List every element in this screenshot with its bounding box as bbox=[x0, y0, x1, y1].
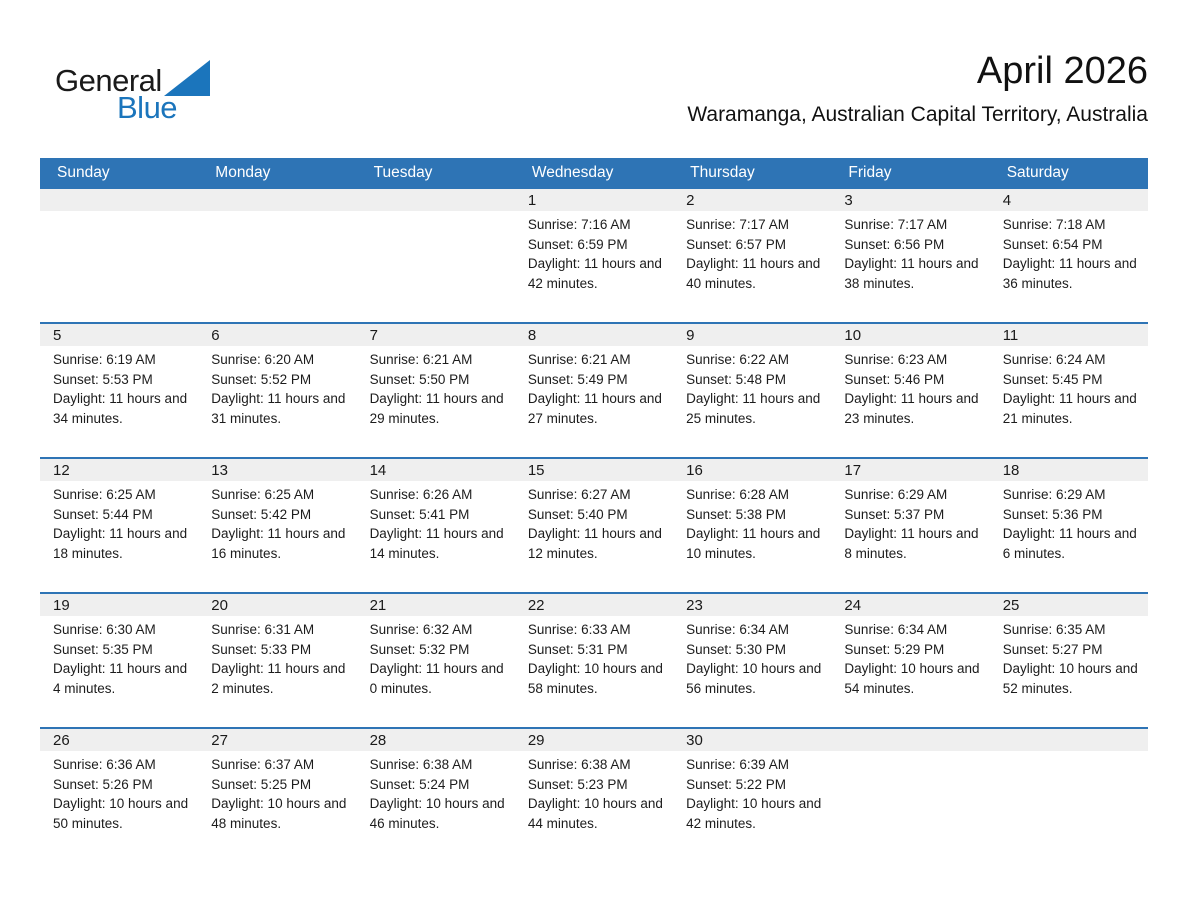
sunset-text: Sunset: 5:36 PM bbox=[1002, 506, 1103, 522]
day-cell-7 bbox=[357, 324, 515, 457]
day-details bbox=[370, 481, 509, 563]
day-cell-30 bbox=[673, 729, 831, 862]
day-details bbox=[686, 751, 825, 833]
day-details bbox=[370, 616, 509, 698]
empty-day-cell bbox=[40, 189, 198, 322]
location-subtitle: Waramanga, Australian Capital Territory, Australia bbox=[687, 102, 1148, 126]
sunset-text: Sunset: 5:31 PM bbox=[527, 641, 628, 657]
sunrise-text: Sunrise: 7:16 AM bbox=[527, 217, 631, 232]
day-details bbox=[528, 211, 667, 293]
day-number: 22 bbox=[527, 596, 545, 614]
sunset-text: Sunset: 5:42 PM bbox=[211, 506, 312, 522]
day-details bbox=[844, 211, 983, 293]
sunset-text: Sunset: 6:56 PM bbox=[844, 236, 945, 252]
daylight-text: Daylight: 11 hours and 10 minutes. bbox=[686, 526, 821, 561]
day-details bbox=[1003, 481, 1142, 563]
sunset-text: Sunset: 5:29 PM bbox=[844, 641, 945, 657]
sunset-text: Sunset: 5:41 PM bbox=[369, 506, 470, 522]
day-details bbox=[1003, 616, 1142, 698]
sunrise-text: Sunrise: 6:38 AM bbox=[527, 757, 631, 772]
general-blue-logo bbox=[55, 60, 255, 140]
sunset-text: Sunset: 5:40 PM bbox=[527, 506, 628, 522]
daylight-text: Daylight: 10 hours and 42 minutes. bbox=[686, 796, 822, 831]
sunset-text: Sunset: 5:30 PM bbox=[686, 641, 786, 657]
logo-text-general: General bbox=[55, 63, 162, 98]
sunrise-text: Sunrise: 6:35 AM bbox=[1002, 622, 1106, 637]
day-details bbox=[528, 481, 667, 563]
day-details bbox=[53, 346, 192, 428]
day-cell-24 bbox=[831, 594, 989, 727]
day-number: 26 bbox=[53, 731, 70, 749]
day-cell-17 bbox=[831, 459, 989, 592]
day-number: 4 bbox=[1002, 191, 1012, 209]
calendar-grid bbox=[40, 187, 1148, 862]
sunset-text: Sunset: 6:59 PM bbox=[527, 236, 628, 252]
daylight-text: Daylight: 11 hours and 40 minutes. bbox=[686, 256, 821, 291]
sunrise-text: Sunrise: 6:29 AM bbox=[844, 487, 948, 502]
daylight-text: Daylight: 11 hours and 21 minutes. bbox=[1002, 391, 1137, 426]
day-details bbox=[211, 346, 350, 428]
daylight-text: Daylight: 11 hours and 27 minutes. bbox=[527, 391, 662, 426]
day-cell-12 bbox=[40, 459, 198, 592]
day-number: 5 bbox=[53, 326, 62, 344]
day-number: 18 bbox=[1002, 461, 1020, 479]
sunrise-text: Sunrise: 6:26 AM bbox=[369, 487, 473, 502]
week-row-2 bbox=[40, 322, 1148, 457]
day-cell-4 bbox=[990, 189, 1148, 322]
day-number: 24 bbox=[844, 596, 862, 614]
day-details bbox=[686, 211, 825, 293]
day-number: 19 bbox=[53, 596, 70, 614]
day-cell-2 bbox=[673, 189, 831, 322]
weekday-header-sunday: Sunday bbox=[57, 164, 110, 181]
sunrise-text: Sunrise: 6:32 AM bbox=[369, 622, 473, 637]
sunrise-text: Sunrise: 6:38 AM bbox=[369, 757, 473, 772]
day-number: 17 bbox=[844, 461, 862, 479]
daylight-text: Daylight: 10 hours and 46 minutes. bbox=[369, 796, 505, 831]
day-cell-23 bbox=[673, 594, 831, 727]
sunset-text: Sunset: 5:46 PM bbox=[844, 371, 945, 387]
sunrise-text: Sunrise: 6:21 AM bbox=[369, 352, 473, 367]
sunrise-text: Sunrise: 6:29 AM bbox=[1002, 487, 1106, 502]
day-number: 30 bbox=[686, 731, 703, 749]
daylight-text: Daylight: 11 hours and 8 minutes. bbox=[844, 526, 979, 561]
day-number: 3 bbox=[844, 191, 853, 209]
weekday-header-thursday: Thursday bbox=[690, 164, 755, 181]
sunset-text: Sunset: 5:50 PM bbox=[369, 371, 470, 387]
week-row-4 bbox=[40, 592, 1148, 727]
day-cell-25 bbox=[990, 594, 1148, 727]
calendar-table bbox=[40, 158, 1148, 862]
day-number: 12 bbox=[53, 461, 70, 479]
sunset-text: Sunset: 6:57 PM bbox=[686, 236, 786, 252]
day-details bbox=[528, 751, 667, 833]
weekday-header-wednesday: Wednesday bbox=[531, 164, 614, 181]
day-number: 2 bbox=[686, 191, 695, 209]
daylight-text: Daylight: 10 hours and 52 minutes. bbox=[1002, 661, 1138, 696]
day-cell-28 bbox=[357, 729, 515, 862]
daylight-text: Daylight: 10 hours and 50 minutes. bbox=[53, 796, 189, 831]
sunset-text: Sunset: 5:38 PM bbox=[686, 506, 786, 522]
sunset-text: Sunset: 5:52 PM bbox=[211, 371, 312, 387]
sunrise-text: Sunrise: 6:25 AM bbox=[53, 487, 156, 502]
daylight-text: Daylight: 11 hours and 34 minutes. bbox=[53, 391, 188, 426]
weekday-header-row bbox=[40, 158, 1148, 187]
daylight-text: Daylight: 11 hours and 6 minutes. bbox=[1002, 526, 1137, 561]
sunrise-text: Sunrise: 6:20 AM bbox=[211, 352, 315, 367]
sunset-text: Sunset: 5:32 PM bbox=[369, 641, 470, 657]
daylight-text: Daylight: 11 hours and 36 minutes. bbox=[1002, 256, 1137, 291]
sunrise-text: Sunrise: 7:17 AM bbox=[686, 217, 789, 232]
daylight-text: Daylight: 11 hours and 16 minutes. bbox=[211, 526, 346, 561]
day-number: 11 bbox=[1002, 326, 1019, 344]
day-number: 6 bbox=[211, 326, 220, 344]
sunset-text: Sunset: 5:26 PM bbox=[53, 776, 153, 792]
sunrise-text: Sunrise: 6:21 AM bbox=[527, 352, 631, 367]
daylight-text: Daylight: 11 hours and 38 minutes. bbox=[844, 256, 979, 291]
month-title: April 2026 bbox=[976, 50, 1148, 92]
day-details bbox=[211, 616, 350, 698]
day-number: 15 bbox=[527, 461, 545, 479]
daylight-text: Daylight: 10 hours and 44 minutes. bbox=[527, 796, 663, 831]
sunrise-text: Sunrise: 6:31 AM bbox=[211, 622, 315, 637]
sunset-text: Sunset: 5:23 PM bbox=[527, 776, 628, 792]
day-details bbox=[844, 346, 983, 428]
sunrise-text: Sunrise: 6:28 AM bbox=[686, 487, 789, 502]
sunset-text: Sunset: 5:24 PM bbox=[369, 776, 470, 792]
daylight-text: Daylight: 11 hours and 42 minutes. bbox=[527, 256, 662, 291]
sunset-text: Sunset: 5:35 PM bbox=[53, 641, 153, 657]
day-number: 1 bbox=[527, 191, 537, 209]
day-details bbox=[211, 481, 350, 563]
day-cell-18 bbox=[990, 459, 1148, 592]
empty-day-cell bbox=[831, 729, 989, 862]
day-details bbox=[1003, 346, 1142, 428]
day-number: 20 bbox=[211, 596, 228, 614]
day-cell-11 bbox=[990, 324, 1148, 457]
sunrise-text: Sunrise: 6:36 AM bbox=[53, 757, 156, 772]
sunrise-text: Sunrise: 6:33 AM bbox=[527, 622, 631, 637]
day-number: 28 bbox=[369, 731, 387, 749]
sunrise-text: Sunrise: 6:25 AM bbox=[211, 487, 315, 502]
sunset-text: Sunset: 5:27 PM bbox=[1002, 641, 1103, 657]
page-header bbox=[40, 50, 1148, 150]
daylight-text: Daylight: 11 hours and 2 minutes. bbox=[211, 661, 346, 696]
sunrise-text: Sunrise: 6:22 AM bbox=[686, 352, 789, 367]
day-details bbox=[686, 616, 825, 698]
sunrise-text: Sunrise: 6:39 AM bbox=[686, 757, 789, 772]
daylight-text: Daylight: 10 hours and 56 minutes. bbox=[686, 661, 822, 696]
weekday-header-monday: Monday bbox=[215, 164, 271, 181]
day-details bbox=[53, 616, 192, 698]
week-row-3 bbox=[40, 457, 1148, 592]
sunrise-text: Sunrise: 7:18 AM bbox=[1002, 217, 1106, 232]
daylight-text: Daylight: 11 hours and 12 minutes. bbox=[527, 526, 662, 561]
daylight-text: Daylight: 10 hours and 58 minutes. bbox=[527, 661, 663, 696]
day-number: 9 bbox=[686, 326, 695, 344]
sunrise-text: Sunrise: 6:34 AM bbox=[686, 622, 789, 637]
daylight-text: Daylight: 11 hours and 29 minutes. bbox=[369, 391, 504, 426]
sunset-text: Sunset: 5:37 PM bbox=[844, 506, 945, 522]
day-cell-20 bbox=[198, 594, 356, 727]
daylight-text: Daylight: 10 hours and 48 minutes. bbox=[211, 796, 347, 831]
sunrise-text: Sunrise: 6:37 AM bbox=[211, 757, 315, 772]
day-number: 7 bbox=[369, 326, 378, 344]
day-cell-16 bbox=[673, 459, 831, 592]
day-cell-19 bbox=[40, 594, 198, 727]
sunrise-text: Sunrise: 6:27 AM bbox=[527, 487, 631, 502]
day-cell-13 bbox=[198, 459, 356, 592]
daylight-text: Daylight: 11 hours and 14 minutes. bbox=[369, 526, 504, 561]
sunrise-text: Sunrise: 6:30 AM bbox=[53, 622, 156, 637]
day-number: 8 bbox=[527, 326, 537, 344]
week-row-1 bbox=[40, 187, 1148, 322]
sunset-text: Sunset: 5:53 PM bbox=[53, 371, 153, 387]
day-number: 16 bbox=[686, 461, 703, 479]
day-number: 13 bbox=[211, 461, 228, 479]
sunrise-text: Sunrise: 7:17 AM bbox=[844, 217, 948, 232]
sunset-text: Sunset: 5:22 PM bbox=[686, 776, 786, 792]
week-row-5 bbox=[40, 727, 1148, 862]
day-cell-5 bbox=[40, 324, 198, 457]
day-number: 10 bbox=[844, 326, 862, 344]
day-details bbox=[528, 346, 667, 428]
weekday-header-tuesday: Tuesday bbox=[373, 164, 433, 181]
day-details bbox=[53, 751, 192, 833]
daylight-text: Daylight: 11 hours and 0 minutes. bbox=[369, 661, 504, 696]
sunrise-text: Sunrise: 6:23 AM bbox=[844, 352, 948, 367]
day-details bbox=[686, 346, 825, 428]
weekday-header-friday: Friday bbox=[848, 164, 892, 181]
sunrise-text: Sunrise: 6:19 AM bbox=[53, 352, 156, 367]
day-cell-8 bbox=[515, 324, 673, 457]
daylight-text: Daylight: 11 hours and 31 minutes. bbox=[211, 391, 346, 426]
day-details bbox=[370, 346, 509, 428]
sunset-text: Sunset: 5:45 PM bbox=[1002, 371, 1103, 387]
day-cell-15 bbox=[515, 459, 673, 592]
daylight-text: Daylight: 10 hours and 54 minutes. bbox=[844, 661, 980, 696]
day-details bbox=[1003, 211, 1142, 293]
day-cell-22 bbox=[515, 594, 673, 727]
day-cell-6 bbox=[198, 324, 356, 457]
day-number: 23 bbox=[686, 596, 703, 614]
daylight-text: Daylight: 11 hours and 23 minutes. bbox=[844, 391, 979, 426]
day-cell-10 bbox=[831, 324, 989, 457]
empty-day-cell bbox=[990, 729, 1148, 862]
day-details bbox=[370, 751, 509, 833]
sunset-text: Sunset: 6:54 PM bbox=[1002, 236, 1103, 252]
day-number: 29 bbox=[527, 731, 545, 749]
day-details bbox=[844, 616, 983, 698]
daylight-text: Daylight: 11 hours and 4 minutes. bbox=[53, 661, 188, 696]
day-details bbox=[211, 751, 350, 833]
daylight-text: Daylight: 11 hours and 18 minutes. bbox=[53, 526, 188, 561]
daylight-text: Daylight: 11 hours and 25 minutes. bbox=[686, 391, 821, 426]
sunset-text: Sunset: 5:48 PM bbox=[686, 371, 786, 387]
day-cell-27 bbox=[198, 729, 356, 862]
day-details bbox=[53, 481, 192, 563]
day-cell-26 bbox=[40, 729, 198, 862]
sunset-text: Sunset: 5:49 PM bbox=[527, 371, 628, 387]
day-number: 25 bbox=[1002, 596, 1020, 614]
day-number: 14 bbox=[369, 461, 387, 479]
sunset-text: Sunset: 5:25 PM bbox=[211, 776, 312, 792]
empty-day-cell bbox=[357, 189, 515, 322]
day-cell-3 bbox=[831, 189, 989, 322]
day-details bbox=[528, 616, 667, 698]
sunset-text: Sunset: 5:33 PM bbox=[211, 641, 312, 657]
day-cell-21 bbox=[357, 594, 515, 727]
day-number: 27 bbox=[211, 731, 228, 749]
day-number: 21 bbox=[369, 596, 387, 614]
sunrise-text: Sunrise: 6:24 AM bbox=[1002, 352, 1106, 367]
weekday-header-saturday: Saturday bbox=[1006, 164, 1069, 181]
sunset-text: Sunset: 5:44 PM bbox=[53, 506, 153, 522]
day-cell-9 bbox=[673, 324, 831, 457]
day-cell-29 bbox=[515, 729, 673, 862]
day-details bbox=[686, 481, 825, 563]
empty-day-cell bbox=[198, 189, 356, 322]
day-details bbox=[844, 481, 983, 563]
day-cell-1 bbox=[515, 189, 673, 322]
logo-text-blue: Blue bbox=[117, 90, 178, 125]
day-cell-14 bbox=[357, 459, 515, 592]
sunrise-text: Sunrise: 6:34 AM bbox=[844, 622, 948, 637]
